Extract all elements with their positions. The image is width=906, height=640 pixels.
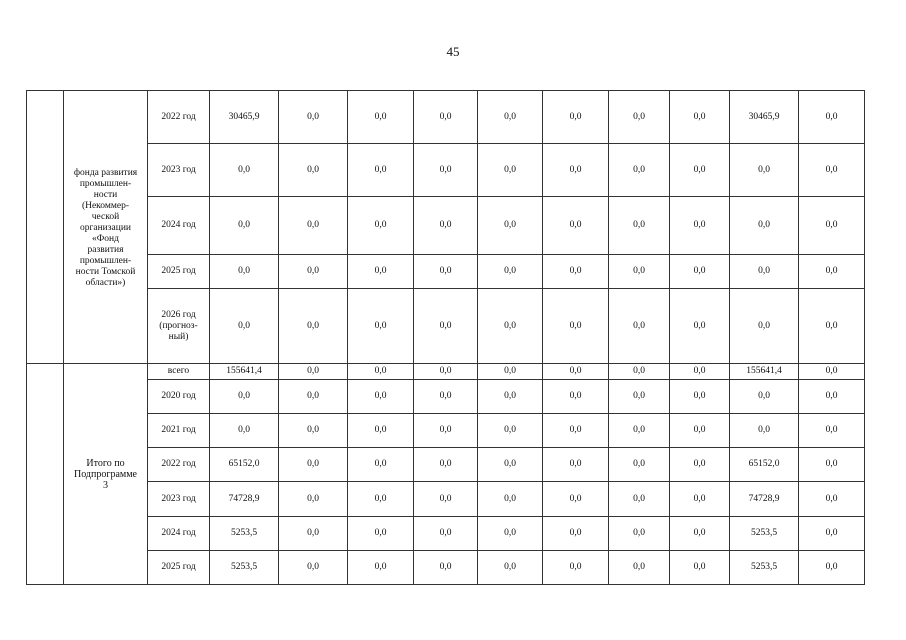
text-line: области») [85,277,126,288]
value-cell: 65152,0 [730,448,799,482]
value-cell: 0,0 [348,144,414,197]
value-cell: 0,0 [348,91,414,144]
value-cell: 0,0 [478,482,543,517]
value-cell: 0,0 [279,380,348,414]
text-line: (прогноз- [159,320,198,331]
value-cell: 0,0 [414,448,478,482]
value-cell: 0,0 [609,197,670,255]
value-cell: 0,0 [543,517,609,551]
year-cell: 2022 год [148,448,210,482]
value-cell: 0,0 [670,197,730,255]
value-cell: 0,0 [414,289,478,364]
value-cell: 0,0 [609,482,670,517]
value-cell: 5253,5 [730,517,799,551]
page-number: 45 [446,44,460,59]
value-cell: 5253,5 [210,551,279,585]
value-cell: 0,0 [279,448,348,482]
value-cell: 0,0 [543,289,609,364]
value-cell: 0,0 [670,551,730,585]
year-cell: 2025 год [148,255,210,289]
value-cell: 0,0 [414,197,478,255]
text-line: организации [79,222,131,233]
value-cell: 0,0 [670,91,730,144]
value-cell: 0,0 [414,414,478,448]
value-cell: 0,0 [348,517,414,551]
value-cell: 0,0 [670,144,730,197]
value-cell: 30465,9 [210,91,279,144]
value-cell: 0,0 [730,289,799,364]
value-cell: 5253,5 [210,517,279,551]
value-cell: 155641,4 [210,364,279,380]
value-cell: 0,0 [279,289,348,364]
value-cell: 0,0 [543,91,609,144]
value-cell: 0,0 [609,255,670,289]
table-row [27,91,865,144]
value-cell: 0,0 [478,551,543,585]
value-cell: 0,0 [478,289,543,364]
value-cell: 0,0 [543,482,609,517]
text-line: «Фонд [92,233,119,244]
value-cell: 0,0 [730,255,799,289]
text-line: 2026 год [161,309,196,320]
value-cell: 0,0 [348,289,414,364]
value-cell: 0,0 [279,144,348,197]
value-cell: 0,0 [478,144,543,197]
value-cell: 0,0 [279,551,348,585]
value-cell: 0,0 [730,144,799,197]
value-cell: 0,0 [414,144,478,197]
value-cell: 0,0 [670,517,730,551]
value-cell: 0,0 [210,255,279,289]
value-cell: 0,0 [348,551,414,585]
value-cell: 0,0 [348,482,414,517]
value-cell: 0,0 [609,380,670,414]
value-cell: 0,0 [543,144,609,197]
value-cell: 0,0 [478,414,543,448]
value-cell: 0,0 [348,197,414,255]
value-cell: 0,0 [279,482,348,517]
value-cell: 0,0 [348,414,414,448]
value-cell: 0,0 [730,197,799,255]
total-label-cell [64,364,148,585]
value-cell: 0,0 [609,91,670,144]
value-cell: 0,0 [670,448,730,482]
value-cell: 0,0 [543,414,609,448]
value-cell: 0,0 [730,414,799,448]
value-cell: 0,0 [414,551,478,585]
value-cell: 0,0 [414,517,478,551]
table-row [27,482,865,517]
value-cell: 0,0 [543,364,609,380]
text-line: промышлен- [79,255,132,266]
value-cell: 0,0 [478,380,543,414]
value-cell: 0,0 [799,380,865,414]
value-cell: 155641,4 [730,364,799,380]
value-cell: 0,0 [348,448,414,482]
value-cell: 0,0 [670,380,730,414]
text-line: Подпрограмме [73,468,137,480]
value-cell: 0,0 [414,364,478,380]
value-cell: 0,0 [609,144,670,197]
value-cell: 0,0 [543,380,609,414]
value-cell: 0,0 [543,197,609,255]
table-row [27,255,865,289]
text-line: Итого по [86,457,125,469]
table-row [27,144,865,197]
year-cell: 2021 год [148,414,210,448]
year-cell [148,289,210,364]
text-line: ности Томской [75,266,136,277]
value-cell: 0,0 [670,482,730,517]
year-cell: 2024 год [148,517,210,551]
value-cell: 0,0 [799,448,865,482]
value-cell: 0,0 [609,517,670,551]
value-cell: 0,0 [414,482,478,517]
value-cell: 0,0 [609,364,670,380]
value-cell: 65152,0 [210,448,279,482]
year-cell: 2020 год [148,380,210,414]
value-cell: 0,0 [799,91,865,144]
text-line: 3 [103,479,108,491]
text-line: промышлен- [79,178,132,189]
table-row [27,448,865,482]
value-cell: 0,0 [609,414,670,448]
value-cell: 30465,9 [730,91,799,144]
value-cell: 0,0 [543,551,609,585]
year-cell: 2024 год [148,197,210,255]
table-row [27,380,865,414]
value-cell: 0,0 [799,289,865,364]
value-cell: 0,0 [609,551,670,585]
value-cell: 0,0 [799,482,865,517]
value-cell: 0,0 [609,289,670,364]
table-row [27,364,865,380]
table-row [27,517,865,551]
text-line: ческой [91,211,120,222]
number-cell [27,91,64,364]
text-line: ный) [168,331,189,342]
table-row [27,414,865,448]
text-line: фонда развития [73,167,138,178]
value-cell: 0,0 [210,414,279,448]
value-cell: 0,0 [279,255,348,289]
value-cell: 0,0 [799,364,865,380]
value-cell: 0,0 [414,255,478,289]
value-cell: 0,0 [210,289,279,364]
value-cell: 0,0 [210,380,279,414]
value-cell: 0,0 [799,197,865,255]
table-row [27,197,865,255]
value-cell: 0,0 [609,448,670,482]
value-cell: 0,0 [670,414,730,448]
table-row [27,289,865,364]
year-cell: 2023 год [148,144,210,197]
text-line: ности [93,189,118,200]
value-cell: 0,0 [279,414,348,448]
value-cell: 0,0 [414,380,478,414]
text-line: развития [87,244,124,255]
number-cell [27,364,64,585]
value-cell: 0,0 [348,380,414,414]
value-cell: 0,0 [730,380,799,414]
value-cell: 0,0 [670,289,730,364]
value-cell: 0,0 [670,364,730,380]
value-cell: 0,0 [478,255,543,289]
value-cell: 74728,9 [210,482,279,517]
value-cell: 0,0 [799,255,865,289]
value-cell: 0,0 [210,197,279,255]
value-cell: 0,0 [210,144,279,197]
year-cell: 2023 год [148,482,210,517]
value-cell: 0,0 [279,197,348,255]
value-cell: 0,0 [478,517,543,551]
value-cell: 0,0 [799,551,865,585]
value-cell: 0,0 [279,364,348,380]
year-cell: 2025 год [148,551,210,585]
value-cell: 74728,9 [730,482,799,517]
year-cell: 2022 год [148,91,210,144]
value-cell: 0,0 [414,91,478,144]
text-line: (Некоммер- [81,200,130,211]
value-cell: 0,0 [670,255,730,289]
value-cell: 5253,5 [730,551,799,585]
value-cell: 0,0 [799,414,865,448]
table-row [27,551,865,585]
value-cell: 0,0 [799,517,865,551]
value-cell: 0,0 [543,448,609,482]
description-cell [64,91,148,364]
budget-table [26,90,865,585]
value-cell: 0,0 [478,197,543,255]
year-cell: всего [148,364,210,380]
value-cell: 0,0 [478,448,543,482]
value-cell: 0,0 [279,91,348,144]
value-cell: 0,0 [478,364,543,380]
value-cell: 0,0 [799,144,865,197]
value-cell: 0,0 [348,255,414,289]
value-cell: 0,0 [543,255,609,289]
value-cell: 0,0 [348,364,414,380]
value-cell: 0,0 [478,91,543,144]
value-cell: 0,0 [279,517,348,551]
